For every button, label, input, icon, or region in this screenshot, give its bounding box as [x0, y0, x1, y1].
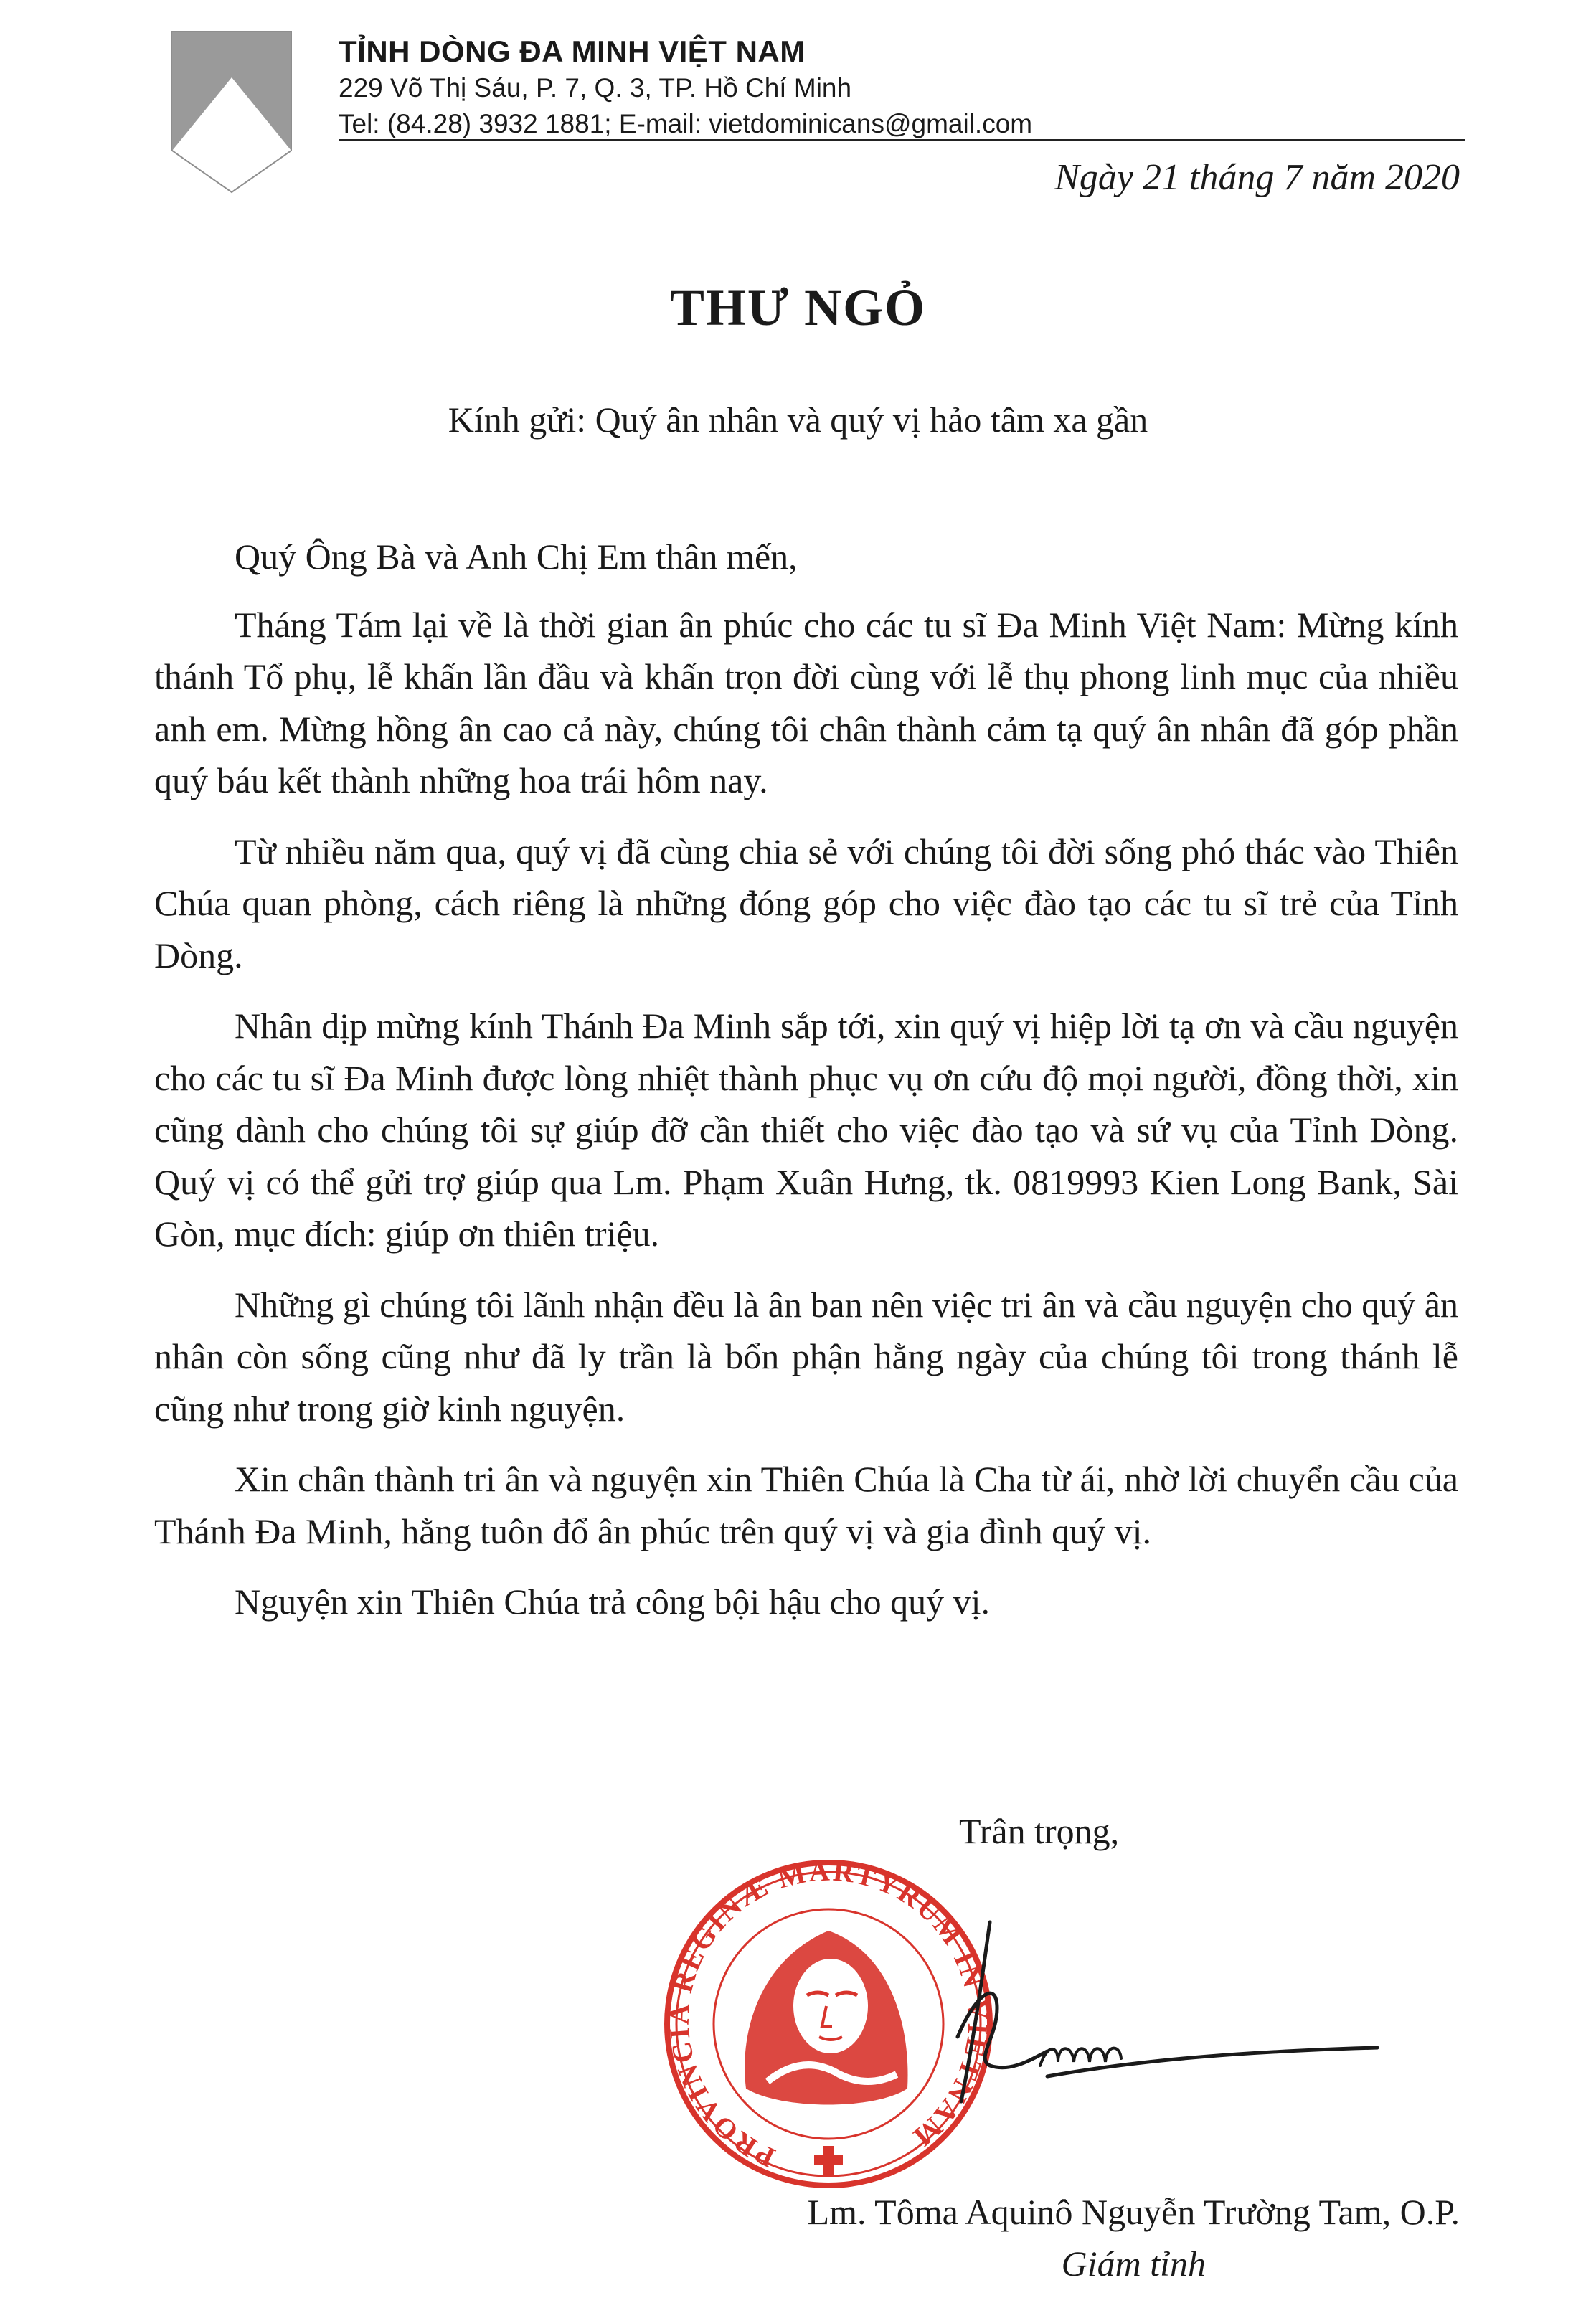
org-address: 229 Võ Thị Sáu, P. 7, Q. 3, TP. Hồ Chí Minh	[339, 73, 852, 103]
letterhead	[339, 33, 1032, 142]
signer-name: Lm. Tôma Aquinô Nguyễn Trường Tam, O.P.	[807, 2192, 1460, 2232]
paragraph-4: Những gì chúng tôi lãnh nhận đều là ân ban nên việc tri ân và cầu nguyện cho quý ân nhân còn sống cũng như đã ly trần là bổn phận hằng ngày của chúng tôi trong thánh lễ cũng như trong giờ kinh nguyện.	[154, 1284, 1458, 1429]
letter-title: THƯ NGỎ	[669, 279, 927, 336]
closing-line: Trân trọng,	[959, 1811, 1120, 1851]
dominican-shield-icon	[171, 30, 293, 194]
paragraph-1: Tháng Tám lại về là thời gian ân phúc cho các tu sĩ Đa Minh Việt Nam: Mừng kính thánh Tổ phụ, lễ khấn lần đầu và khấn trọn đời cùng với lễ thụ phong linh mục của nhiều anh em. Mừng hồng ân cao cả này, chúng tôi chân thành cảm tạ quý ân nhân đã góp phần quý báu kết thành những hoa trái hôm nay.	[154, 604, 1458, 800]
letter-date: Ngày 21 tháng 7 năm 2020	[1054, 157, 1460, 198]
seal-text: PROVINCIA REGINÆ MARTYRUM IN VIETNAM	[662, 1854, 995, 2175]
paragraph-2: Từ nhiều năm qua, quý vị đã cùng chia sẻ với chúng tôi đời sống phó thác vào Thiên Chúa quan phòng, cách riêng là những đóng góp cho việc đào tạo các tu sĩ trẻ của Tỉnh Dòng.	[154, 831, 1458, 975]
signature-icon	[947, 1893, 1392, 2109]
letter-body	[154, 531, 1458, 1647]
signer-role: Giám tỉnh	[1061, 2243, 1207, 2284]
paragraph-3: Nhân dịp mừng kính Thánh Đa Minh sắp tới, xin quý vị hiệp lời tạ ơn và cầu nguyện cho các tu sĩ Đa Minh được lòng nhiệt thành phục vụ ơn cứu độ mọi người, đồng thời, xin cũng dành cho chúng tôi sự giúp đỡ cần thiết cho việc đào tạo và sứ vụ của Tỉnh Dòng. Quý vị có thể gửi trợ giúp qua Lm. Phạm Xuân Hưng, tk. 0819993 Kien Long Bank, Sài Gòn, mục đích: giúp ơn thiên triệu.	[154, 1006, 1458, 1254]
paragraph-5: Xin chân thành tri ân và nguyện xin Thiên Chúa là Cha từ ái, nhờ lời chuyển cầu của Thánh Đa Minh, hằng tuôn đổ ân phúc trên quý vị và gia đình quý vị.	[154, 1459, 1458, 1551]
org-contact: Tel: (84.28) 3932 1881; E-mail: vietdominicans@gmail.com	[339, 109, 1033, 138]
greeting: Quý Ông Bà và Anh Chị Em thân mến,	[235, 536, 798, 577]
signer-block	[808, 2186, 1460, 2289]
org-name: TỈNH DÒNG ĐA MINH VIỆT NAM	[339, 34, 806, 68]
recipient-line: Kính gửi: Quý ân nhân và quý vị hảo tâm xa gần	[448, 399, 1148, 440]
letterhead-divider	[339, 139, 1465, 141]
paragraph-6: Nguyện xin Thiên Chúa trả công bội hậu cho quý vị.	[235, 1581, 991, 1622]
